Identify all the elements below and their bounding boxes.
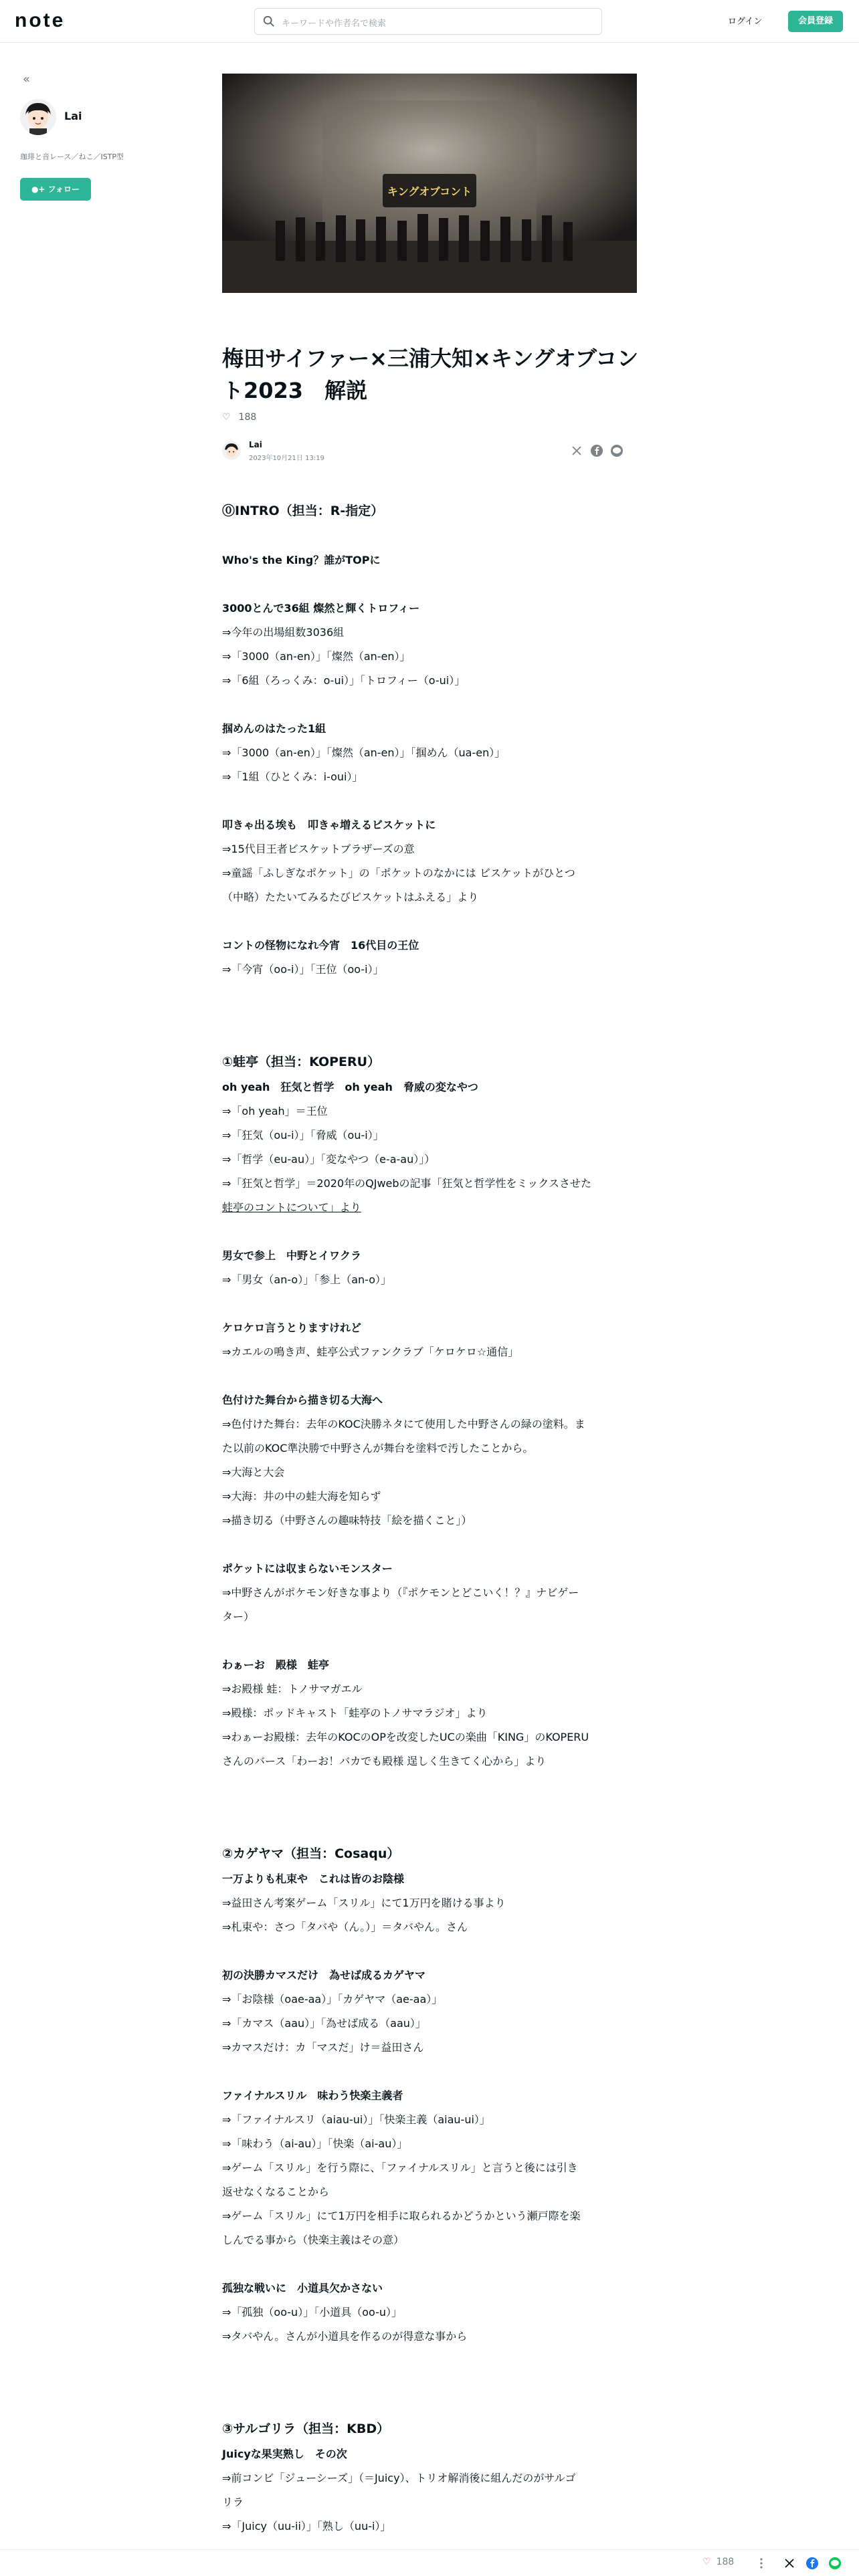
explanation-line: ⇒ゲーム「スリル」にて1万円を相手に取られるかどうかという瀬戸際を楽 [222,2210,581,2222]
lyric-line: ケロケロ言うとりますけれど [222,1321,362,1334]
lyric-line: 3000とんで36組 燦然と輝くトロフィー [222,602,420,615]
article-hero-image [222,74,637,293]
section-heading: ⓪INTRO（担当：R-指定） [222,504,384,518]
explanation-line: さんのバース「わーお！バカでも殿様 逞しく生きてく心から」より [222,1755,547,1767]
explanation-line: （中略）たたいてみるたびビスケットはふえる」より [222,891,479,903]
explanation-line: ⇒「3000（an-en）」「燦然（an-en）」「掴めん（ua-en）」 [222,746,506,759]
floating-like-button[interactable] [702,2557,734,2567]
facebook-icon[interactable] [590,444,603,457]
explanation-line: ⇒カエルの鳴き声、蛙亭公式ファンクラブ「ケロケロ☆通信」 [222,1346,519,1358]
article-body [222,498,637,2539]
like-count-top[interactable] [222,412,256,423]
article-link[interactable]: 蛙亭のコントについて」より [222,1201,361,1214]
explanation-line: ⇒「哲学（eu-au）」「変なやつ（e-a-au）」） [222,1153,436,1166]
explanation-line: ⇒「孤独（oo-u）」「小道具（oo-u）」 [222,2306,402,2319]
explanation-line: ⇒色付けた舞台：去年のKOC決勝ネタにて使用した中野さんの緑の塗料。ま [222,1418,585,1430]
avatar[interactable] [20,99,56,135]
author-avatar-small[interactable] [222,441,241,460]
floating-like-count: 188 [716,2557,735,2567]
lyric-line: 色付けた舞台から描き切る大海へ [222,1394,383,1406]
explanation-line: ⇒今年の出場組数3036組 [222,626,345,639]
lyric-line: ファイナルスリル 味わう快楽主義者 [222,2089,403,2102]
explanation-line: リラ [222,2496,244,2508]
line-icon[interactable] [610,444,624,457]
lyric-line: 一万よりも札束や これは皆のお陰様 [222,1872,405,1885]
person-plus-icon: ●+ [31,185,48,194]
explanation-line: た以前のKOC準決勝で中野さんが舞台を塗料で汚したことから。 [222,1442,534,1455]
explanation-line: ⇒「お陰様（oae-aa）」「カゲヤマ（ae-aa）」 [222,1993,443,2006]
x-icon[interactable] [570,444,583,457]
explanation-line: ⇒「Juicy（uu-ii）」「熟し（uu-i）」 [222,2520,391,2533]
lyric-line: 叩きゃ出る埃も 叩きゃ増えるビスケットに [222,819,436,831]
explanation-line: ⇒「狂気と哲学」＝2020年のQJwebの記事「狂気と哲学性をミックスさせた [222,1177,592,1190]
author-name[interactable]: Lai [64,110,82,122]
section-heading: ①蛙亭（担当：KOPERU） [222,1055,381,1069]
explanation-line: ⇒「狂気（ou-i）」「脅威（ou-i）」 [222,1129,384,1142]
follow-label: フォロー [47,185,80,194]
explanation-line: ⇒大海と大会 [222,1466,285,1479]
section-heading: ②カゲヤマ（担当：Cosaqu） [222,1846,400,1861]
section-heading: ③サルゴリラ（担当：KBD） [222,2422,390,2436]
search-icon [263,15,275,27]
explanation-line: ⇒益田さん考案ゲーム「スリル」にて1万円を賭ける事より [222,1897,506,1909]
explanation-line: ⇒前コンビ「ジューシーズ」（＝Juicy）、トリオ解消後に組んだのがサルゴ [222,2472,576,2484]
facebook-icon[interactable] [805,2557,819,2570]
explanation-line: ⇒「1組（ひとくみ：i-oui）」 [222,770,363,783]
explanation-line: しんでる事から（快楽主義はその意） [222,2234,405,2246]
publish-date: 2023年10月21日 13:19 [249,455,324,462]
explanation-line: ⇒「3000（an-en）」「燦然（an-en）」 [222,650,411,663]
line-icon[interactable] [828,2557,842,2570]
heart-icon[interactable]: ♡ [702,2557,711,2567]
collapse-sidebar-icon[interactable]: « [23,72,31,86]
like-count: 188 [238,412,257,423]
explanation-line: ⇒中野さんがポケモン好きな事より（『ポケモンとどこいく！？』ナビゲー [222,1586,579,1599]
explanation-line: ⇒大海：井の中の蛙大海を知らず [222,1490,381,1503]
explanation-line: ⇒童謡「ふしぎなポケット」の「ポケットのなかには ビスケットがひとつ [222,867,575,879]
explanation-line: ター） [222,1610,255,1623]
top-navigation-bar [0,0,859,43]
lyric-line: コントの怪物になれ今宵 16代目の王位 [222,939,419,952]
explanation-line: ⇒「ファイナルスリ（aiau-ui）」「快楽主義（aiau-ui）」 [222,2113,490,2126]
explanation-line: ⇒お殿様 蛙：トノサマガエル [222,1683,363,1695]
lyric-line: 掴めんのはたった1組 [222,722,326,735]
explanation-line: ⇒「oh yeah」＝王位 [222,1105,328,1117]
search-input[interactable] [254,8,602,35]
explanation-line: ⇒ゲーム「スリル」を行う際に、「ファイナルスリル」と言うと後には引き [222,2161,578,2174]
heart-icon[interactable]: ♡ [222,412,231,423]
explanation-line: ⇒「6組（ろっくみ：o-ui）」「トロフィー（o-ui）」 [222,674,466,687]
explanation-line: ⇒描き切る（中野さんの趣味特技「絵を描くこと」） [222,1514,472,1527]
explanation-line: ⇒「カマス（aau）」「為せば成る（aau）」 [222,2017,426,2030]
follow-button[interactable] [20,178,91,201]
explanation-line: ⇒15代目王者ビスケットブラザーズの意 [222,843,415,855]
article-author-name[interactable]: Lai [249,440,262,449]
explanation-line: ⇒殿様：ポッドキャスト「蛙亭のトノサマラジオ」より [222,1707,488,1719]
lyric-line: わぁーお 殿様 蛙亭 [222,1658,329,1671]
signup-button[interactable]: 会員登録 [788,11,843,32]
search-placeholder: キーワードや作者名で検索 [282,19,387,29]
lyric-line: 男女で参上 中野とイワクラ [222,1249,362,1262]
ellipsis-icon[interactable] [755,2557,768,2570]
lyric-line: Juicyな果実熟し その次 [222,2448,347,2460]
explanation-line: ⇒「今宵（oo-i）」「王位（oo-i）」 [222,963,384,976]
explanation-line: ⇒タバやん。さんが小道具を作るのが得意な事から [222,2330,468,2343]
explanation-line: 返せなくなることから [222,2185,330,2198]
explanation-line: ⇒「味わう（ai-au）」「快楽（ai-au）」 [222,2137,408,2150]
lyric-line: Who's the King？誰がTOPに [222,554,381,566]
hero-logo-text: キングオブコント [387,185,472,198]
lyric-line: 孤独な戦いに 小道具欠かさない [222,2282,383,2294]
explanation-line: ⇒わぁーお殿様：去年のKOCのOPを改変したUCの楽曲「KING」のKOPERU [222,1731,589,1743]
article-title: 梅田サイファー×三浦大知×キングオブコント2023 解説 [222,346,639,403]
author-bio: 珈琲と音レース／ねこ／ISTP型 [20,152,124,161]
explanation-line: ⇒札束や：さつ「タバや（ん。）」＝タバやん。さん [222,1921,468,1933]
note-logo[interactable]: note [15,9,66,31]
login-link[interactable]: ログイン [728,17,763,27]
explanation-line: ⇒「男女（an-o）」「参上（an-o）」 [222,1273,392,1286]
lyric-line: oh yeah 狂気と哲学 oh yeah 脅威の変なやつ [222,1081,478,1093]
x-icon[interactable] [783,2557,796,2570]
lyric-line: ポケットには収まらないモンスター [222,1562,393,1575]
lyric-line: 初の決勝カマスだけ 為せば成るカゲヤマ [222,1969,426,1981]
floating-action-bar [0,2549,859,2576]
explanation-line: ⇒カマスだけ：カ「マスだ」け＝益田さん [222,2041,424,2054]
